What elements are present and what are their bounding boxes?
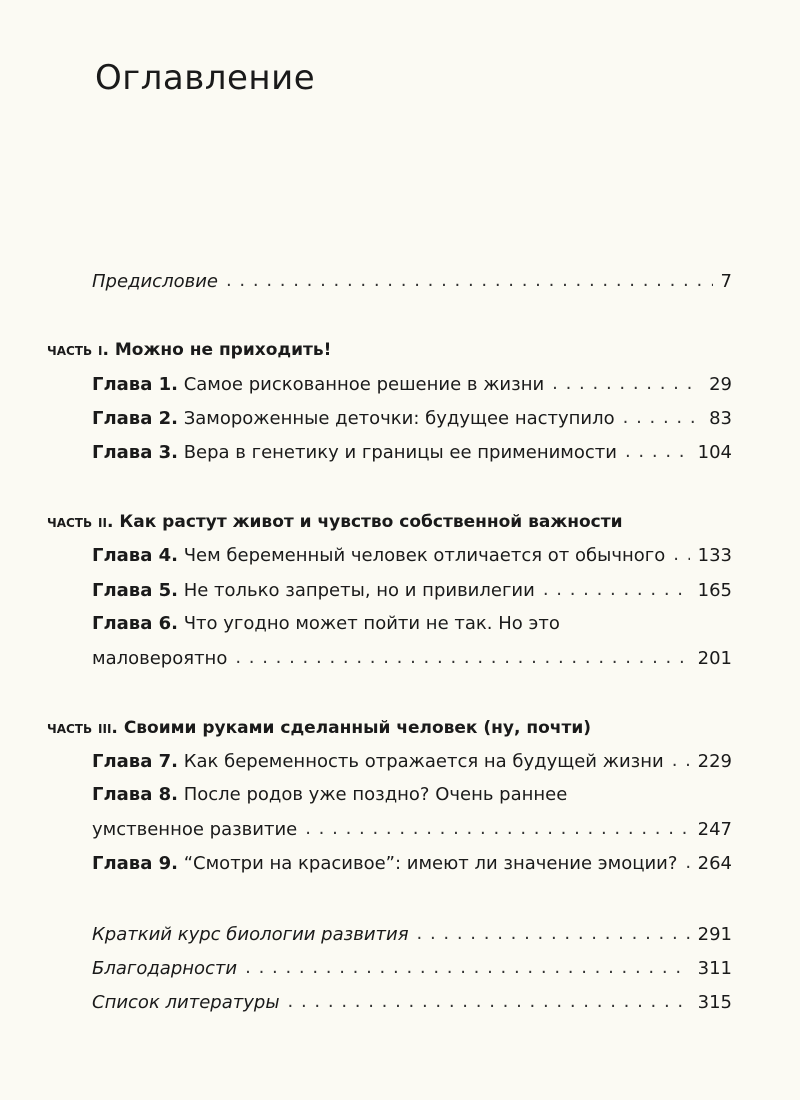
part-heading-2 <box>47 512 623 532</box>
toc-entry-chapter-1[interactable] <box>92 373 732 397</box>
chapter-title-continued: маловероятно <box>92 648 228 669</box>
chapter-prefix: Глава 8. <box>92 784 178 805</box>
part-title: Как растут живот и чувство собственной важности <box>119 512 623 532</box>
chapter-title: Замороженные деточки: будущее наступило <box>183 408 615 429</box>
chapter-prefix: Глава 7. <box>92 751 178 772</box>
toc-page-number: 229 <box>697 751 732 772</box>
toc-entry-label: Список литературы <box>92 992 280 1013</box>
toc-entry-chapter-6-line-2[interactable] <box>92 647 732 671</box>
part-title: Своими руками сделанный человек (ну, почти) <box>123 718 591 738</box>
dot-leader <box>235 646 689 670</box>
toc-entry-biology-course[interactable] <box>92 923 732 947</box>
chapter-title: Самое рискованное решение в жизни <box>183 374 545 395</box>
chapter-title: Чем беременный человек отличается от обычного <box>183 545 666 566</box>
toc-page-number: 104 <box>697 442 732 463</box>
page-title: Оглавление <box>95 58 316 98</box>
toc-entry-chapter-8-line-1[interactable] <box>92 784 567 805</box>
part-label: часть iii. <box>47 718 118 738</box>
toc-page-number: 315 <box>697 992 732 1013</box>
part-label: часть ii. <box>47 512 114 532</box>
dot-leader <box>552 372 701 396</box>
dot-leader <box>685 851 689 875</box>
toc-entry-label: Благодарности <box>92 958 238 979</box>
toc-entry-chapter-5[interactable] <box>92 579 732 603</box>
toc-entry-chapter-6-line-1[interactable] <box>92 613 560 634</box>
part-heading-3 <box>47 718 591 738</box>
toc-page-number: 165 <box>697 580 732 601</box>
toc-entry-preface[interactable] <box>92 270 732 294</box>
dot-leader <box>288 990 690 1014</box>
chapter-title-continued: умственное развитие <box>92 819 298 840</box>
toc-page-number: 247 <box>697 819 732 840</box>
part-title: Можно не приходить! <box>114 340 332 360</box>
toc-entry-chapter-7[interactable] <box>92 750 732 774</box>
chapter-title: Как беременность отражается на будущей жизни <box>183 751 664 772</box>
dot-leader <box>623 406 701 430</box>
chapter-prefix: Глава 4. <box>92 545 178 566</box>
chapter-prefix: Глава 2. <box>92 408 178 429</box>
toc-entry-label: Предисловие <box>92 271 218 292</box>
toc-entry-chapter-4[interactable] <box>92 544 732 568</box>
toc-page-number: 29 <box>709 374 732 395</box>
toc-page-number: 7 <box>720 271 732 292</box>
chapter-title: Вера в генетику и границы ее применимости <box>183 442 617 463</box>
toc-page-number: 201 <box>697 648 732 669</box>
dot-leader <box>417 922 690 946</box>
toc-entry-chapter-8-line-2[interactable] <box>92 818 732 842</box>
toc-entry-chapter-2[interactable] <box>92 407 732 431</box>
chapter-title: Что угодно может пойти не так. Но это <box>183 613 560 634</box>
toc-page-number: 83 <box>709 408 732 429</box>
toc-page-number: 311 <box>697 958 732 979</box>
toc-entry-acknowledgements[interactable] <box>92 957 732 981</box>
dot-leader <box>305 817 689 841</box>
chapter-prefix: Глава 5. <box>92 580 178 601</box>
dot-leader <box>245 956 690 980</box>
toc-page-number: 291 <box>697 924 732 945</box>
toc-entry-references[interactable] <box>92 991 732 1015</box>
chapter-title: После родов уже поздно? Очень раннее <box>183 784 568 805</box>
chapter-prefix: Глава 9. <box>92 853 178 874</box>
part-label: часть i. <box>47 340 109 360</box>
dot-leader <box>625 440 690 464</box>
dot-leader <box>672 749 690 773</box>
chapter-prefix: Глава 3. <box>92 442 178 463</box>
toc-entry-label: Краткий курс биологии развития <box>92 924 409 945</box>
dot-leader <box>543 578 690 602</box>
chapter-title: “Смотри на красивое”: имеют ли значение эмоции? <box>183 853 678 874</box>
chapter-prefix: Глава 6. <box>92 613 178 634</box>
chapter-title: Не только запреты, но и привилегии <box>183 580 535 601</box>
toc-entry-chapter-3[interactable] <box>92 441 732 465</box>
dot-leader <box>673 543 689 567</box>
dot-leader <box>226 269 713 293</box>
toc-entry-chapter-9[interactable] <box>92 852 732 876</box>
part-heading-1 <box>47 340 331 360</box>
chapter-prefix: Глава 1. <box>92 374 178 395</box>
toc-page-number: 264 <box>697 853 732 874</box>
toc-page-number: 133 <box>697 545 732 566</box>
